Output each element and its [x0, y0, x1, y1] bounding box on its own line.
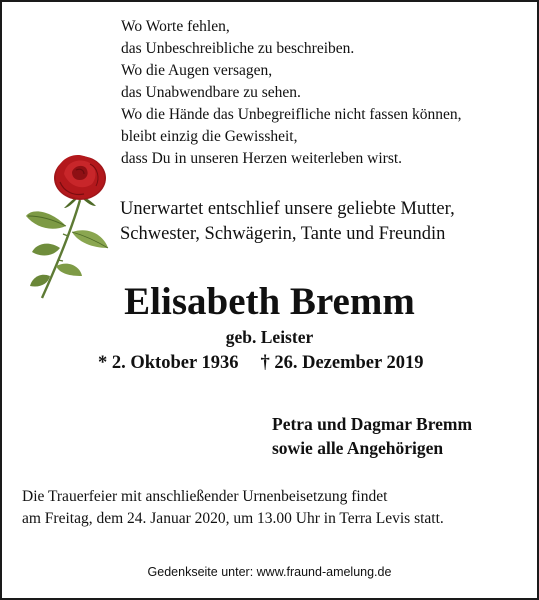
funeral-line: Die Trauerfeier mit anschließender Urnenbeisetzung findet — [22, 488, 388, 505]
poem-line: Wo die Augen versagen, — [121, 62, 273, 79]
intro-line: Unerwartet entschlief unsere geliebte Mutter, — [120, 199, 455, 219]
poem-line: Wo Worte fehlen, — [121, 18, 230, 35]
funeral-info — [22, 486, 444, 530]
poem-line: Wo die Hände das Unbegreifliche nicht fassen können, — [121, 106, 462, 123]
intro-line: Schwester, Schwägerin, Tante und Freundin — [120, 224, 446, 244]
mourners-line: Petra und Dagmar Bremm — [272, 414, 473, 434]
life-dates — [98, 351, 424, 375]
intro-text — [120, 197, 455, 247]
memorial-page-link: Gedenkseite unter: www.fraund-amelung.de — [147, 565, 392, 579]
birth-date: * 2. Oktober 1936 — [98, 353, 239, 373]
mourners — [272, 412, 472, 460]
poem-line: das Unbeschreibliche zu beschreiben. — [121, 40, 355, 57]
deceased-name: Elisabeth Bremm — [124, 280, 415, 323]
poem-line: dass Du in unseren Herzen weiterleben wirst. — [121, 150, 403, 167]
death-date: † 26. Dezember 2019 — [260, 353, 424, 373]
poem-line: das Unabwendbare zu sehen. — [121, 84, 301, 101]
funeral-line: am Freitag, dem 24. Januar 2020, um 13.00 Uhr in Terra Levis statt. — [22, 510, 444, 527]
poem — [121, 16, 462, 170]
mourners-line: sowie alle Angehörigen — [272, 438, 444, 458]
poem-line: bleibt einzig die Gewissheit, — [121, 128, 298, 145]
maiden-name: geb. Leister — [225, 327, 314, 347]
